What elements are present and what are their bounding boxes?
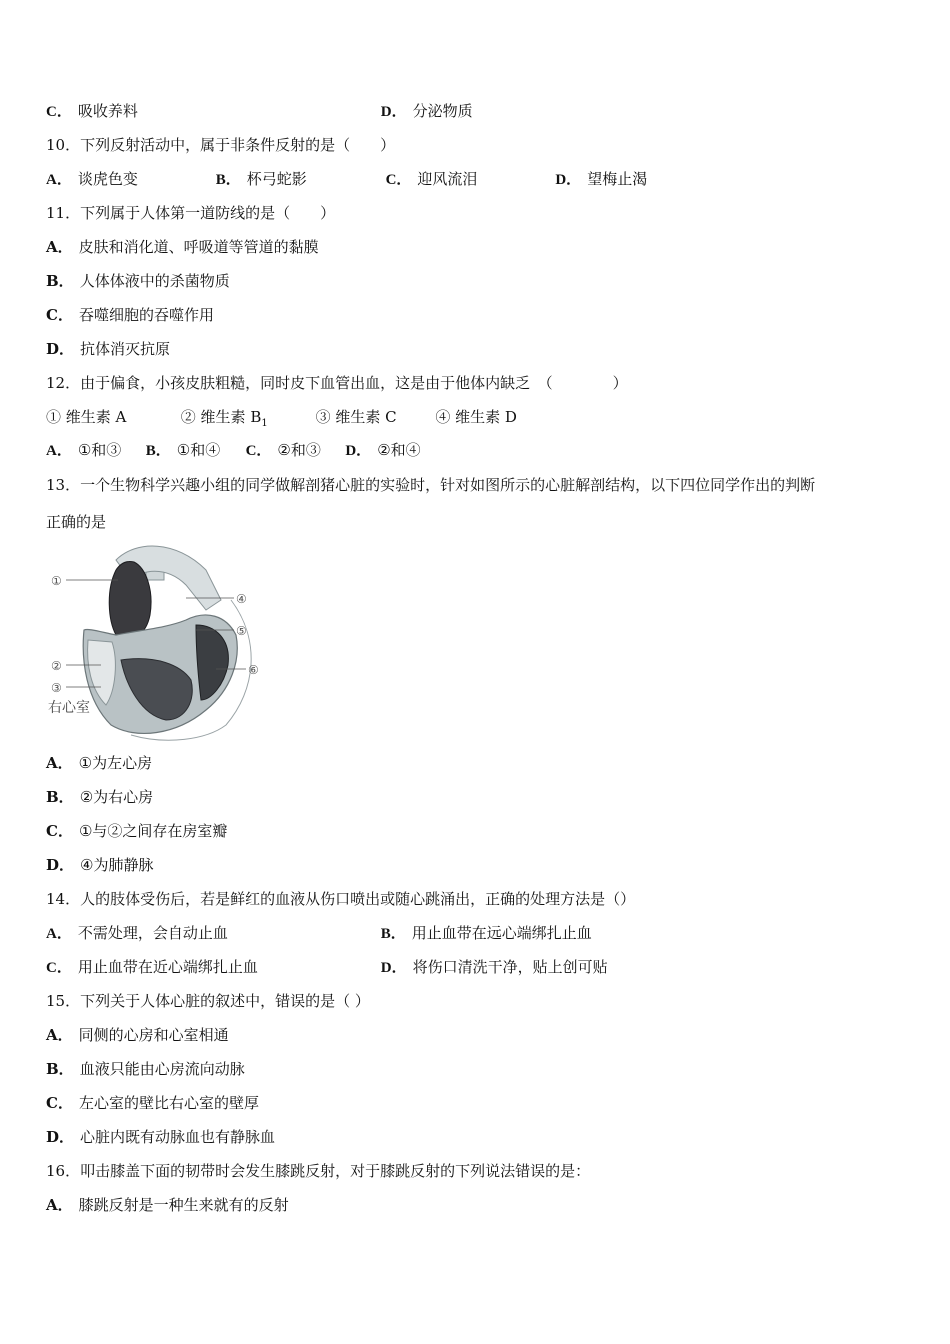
q11-option-d[interactable]: D． 抗体消灭抗原 [46,340,171,358]
q9-option-d[interactable]: D． 分泌物质 [380,102,473,120]
q12-item-1: ① 维生素 A [46,408,127,426]
q15-option-d[interactable]: D． 心脏内既有动脉血也有静脉血 [46,1128,276,1146]
q13-stem-line2: 正确的是 [46,513,107,531]
q12-stem: 12．由于偏食，小孩皮肤粗糙，同时皮下血管出血，这是由于他体内缺乏 （ ） [46,374,628,392]
q9-options-row [46,101,473,122]
q14-option-a[interactable]: A． 不需处理，会自动止血 [46,924,228,942]
q16-option-a[interactable]: A． 膝跳反射是一种生来就有的反射 [46,1196,289,1214]
q10-option-a[interactable]: A． 谈虎色变 [46,170,138,188]
q14-option-d[interactable]: D． 将伤口清洗干净，贴上创可贴 [380,958,608,976]
q14-options-row-1 [46,923,592,944]
figure-label-1: ① [51,574,62,588]
q13-option-b[interactable]: B． ②为右心房 [46,788,154,806]
q9-option-c[interactable]: C． 吸收养料 [46,102,138,120]
figure-label-2: ② [51,659,62,673]
q10-options-row [46,169,647,190]
q12-items-row [46,407,517,434]
q12-option-d[interactable]: D． ②和④ [345,441,421,459]
figure-label-4: ④ [236,592,247,606]
figure-caption: 右心室 [48,700,90,716]
heart-diagram-svg [46,540,276,745]
figure-label-6: ⑥ [248,663,259,677]
q13-option-d[interactable]: D． ④为肺静脉 [46,856,154,874]
q14-options-row-2 [46,957,608,978]
figure-label-3: ③ [51,681,62,695]
q12-option-c[interactable]: C． ②和③ [245,441,321,459]
q14-stem: 14．人的肢体受伤后，若是鲜红的血液从伤口喷出或随心跳涌出，正确的处理方法是（） [46,890,636,908]
q10-option-c[interactable]: C． 迎风流泪 [385,170,478,188]
q14-option-c[interactable]: C． 用止血带在近心端绑扎止血 [46,958,258,976]
q12-item-2: ② 维生素 $B_1$ [180,408,268,429]
q10-option-b[interactable]: B． 杯弓蛇影 [215,170,307,188]
q13-stem-line1: 13．一个生物科学兴趣小组的同学做解剖猪心脏的实验时，针对如图所示的心脏解剖结构，以下四位同学作出的判断 [46,476,816,494]
q15-stem: 15．下列关于人体心脏的叙述中，错误的是（ ） [46,992,370,1010]
dark-atrium-shape [109,561,151,638]
q12-item-3: ③ 维生素 C [315,408,397,426]
q15-option-b[interactable]: B． 血液只能由心房流向动脉 [46,1060,245,1078]
q16-stem: 16．叩击膝盖下面的韧带时会发生膝跳反射，对于膝跳反射的下列说法错误的是： [46,1162,591,1180]
q15-option-a[interactable]: A． 同侧的心房和心室相通 [46,1026,229,1044]
q11-option-a[interactable]: A． 皮肤和消化道、呼吸道等管道的黏膜 [46,238,319,256]
q13-option-c[interactable]: C． ①与②之间存在房室瓣 [46,822,228,840]
q11-stem: 11．下列属于人体第一道防线的是（ ） [46,204,336,222]
heart-diagram [46,540,276,745]
q14-option-b[interactable]: B． 用止血带在远心端绑扎止血 [380,924,592,942]
q12-option-b[interactable]: B． ①和④ [145,441,221,459]
q15-option-c[interactable]: C． 左心室的壁比右心室的壁厚 [46,1094,259,1112]
q10-option-d[interactable]: D． 望梅止渴 [555,170,648,188]
q13-option-a[interactable]: A． ①为左心房 [46,754,153,772]
q11-option-c[interactable]: C． 吞噬细胞的吞噬作用 [46,306,214,324]
q12-option-a[interactable]: A． ①和③ [46,441,122,459]
q12-item-4: ④ 维生素 D [435,408,517,426]
q12-options-row [46,440,421,461]
figure-label-5: ⑤ [236,624,247,638]
q11-option-b[interactable]: B． 人体体液中的杀菌物质 [46,272,230,290]
q10-stem: 10．下列反射活动中，属于非条件反射的是（ ） [46,136,396,154]
